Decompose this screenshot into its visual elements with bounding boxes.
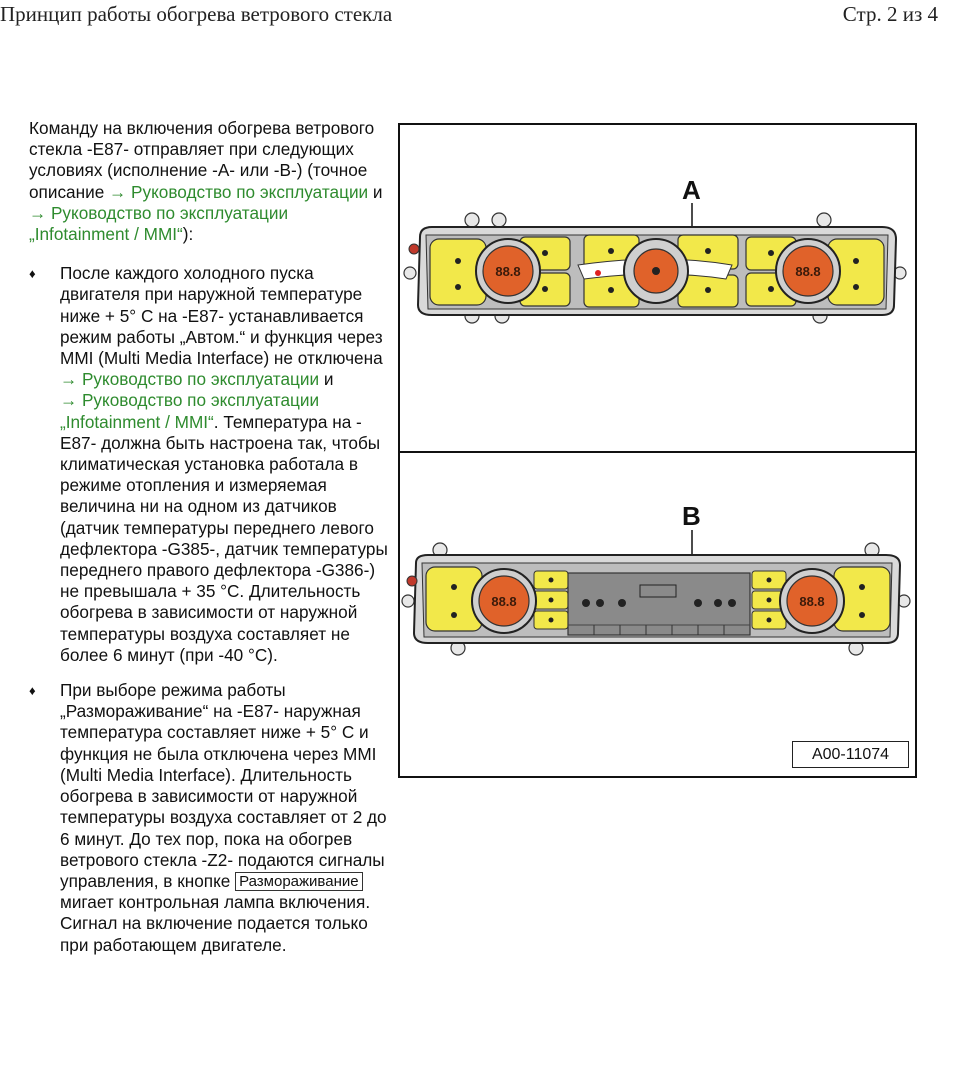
conjunction-text: и (368, 181, 383, 202)
left-temperature-display: 88.8 (491, 594, 517, 609)
climate-panels-drawing (400, 125, 915, 776)
bullet-text: . Температура на -E87- должна быть настроена так, чтобы климатическая установка работала в режиме отопления и измеряемая величина ни на одном из датчиков (датчик температуры переднего левого дефлектора -G385-, датчик температуры переднего правого дефлектора -G386-) не превышала + 35 °C. Длительность обогрева в зависимости от наружной температуры воздуха составляет не более 6 минут (при -40 °C). (60, 411, 388, 665)
body-text-column (29, 118, 391, 970)
bullet-text: При выборе режима работы „Размораживание“ на -E87- наружная температура составляет ниже + 5° C и функция не была отключена через MMI (Multi Media Interface). Длительность обогрева в зависимости от наружной температуры воздуха составляет от 2 до 6 минут. До тех пор, пока на обогрев ветрового стекла -Z2- подаются сигналы управления, в кнопке (60, 680, 387, 891)
infotainment-manual-link[interactable]: → Руководство по эксплуатации „Infotainment / MMI“ (60, 390, 320, 432)
intro-text: Команду на включения обогрева ветрового стекла -E87- отправляет при следующих условиях (исполнение -A- или -B-) (точное описание (29, 118, 375, 202)
right-temperature-display: 88.8 (799, 594, 825, 609)
infotainment-manual-link[interactable]: → Руководство по эксплуатации „Infotainment / MMI“ (29, 202, 289, 245)
bullet-diamond-icon: ♦ (29, 683, 36, 699)
right-temperature-display: 88.8 (795, 264, 821, 279)
intro-end-text: ): (182, 224, 194, 245)
bullet-diamond-icon: ♦ (29, 266, 36, 282)
list-item (29, 680, 391, 956)
climate-control-figure (398, 123, 917, 778)
conjunction-text: и (319, 369, 334, 390)
page-number: Стр. 2 из 4 (842, 2, 938, 26)
figure-label-a: A (682, 175, 701, 205)
bullet-text: После каждого холодного пуска двигателя при наружной температуре ниже + 5° C на -E87- устанавливается режим работы „Автом.“ и функция через MMI (Multi Media Interface) не отключена (60, 263, 383, 369)
defrost-key-label: Размораживание (235, 872, 362, 891)
manual-link[interactable]: → Руководство по эксплуатации (109, 181, 369, 202)
document-title: Принцип работы обогрева ветрового стекла (0, 2, 393, 26)
figure-code: A00-11074 (792, 741, 909, 768)
climate-panel-b (402, 530, 910, 655)
conditions-list (29, 263, 391, 956)
bullet-text: мигает контрольная лампа включения. Сигнал на включение подается только при работающем двигателе. (60, 892, 371, 955)
left-temperature-display: 88.8 (495, 264, 521, 279)
figure-label-b: B (682, 501, 701, 531)
manual-link[interactable]: → Руководство по эксплуатации (60, 369, 320, 390)
climate-panel-a (404, 203, 906, 323)
intro-paragraph (29, 118, 391, 245)
list-item (29, 263, 391, 666)
